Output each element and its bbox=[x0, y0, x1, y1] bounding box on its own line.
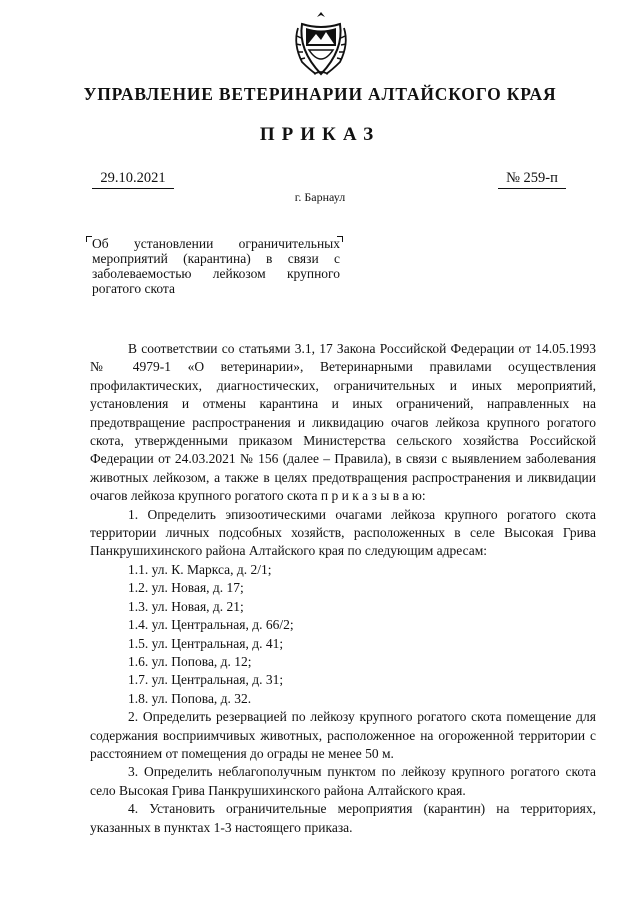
document-city: г. Барнаул bbox=[294, 190, 346, 204]
organization-title: УПРАВЛЕНИЕ ВЕТЕРИНАРИИ АЛТАЙСКОГО КРАЯ bbox=[83, 84, 557, 104]
coat-of-arms-emblem bbox=[292, 10, 350, 78]
address-item: 1.2. ул. Новая, д. 17; bbox=[128, 580, 244, 596]
document-number: № 259-п bbox=[498, 170, 566, 189]
address-item: 1.4. ул. Центральная, д. 66/2; bbox=[128, 617, 294, 633]
document-date: 29.10.2021 bbox=[92, 170, 174, 189]
address-item: 1.3. ул. Новая, д. 21; bbox=[128, 598, 244, 614]
address-list bbox=[90, 561, 596, 708]
item-1-paragraph: 1. Определить эпизоотическими очагами лейкоза крупного рогатого скота территории личных подсобных хозяйств, расположенных в селе Высокая Грива Панкрушихинского района Алтайского края по следующим адресам: bbox=[90, 506, 596, 559]
item-4-paragraph: 4. Установить ограничительные мероприятия (карантин) на территориях, указанных в пунктах 1-3 настоящего приказа. bbox=[90, 801, 596, 835]
document-subject: Об установлении ограничительных мероприятий (карантина) в связи с заболеваемостью лейкозом крупного рогатого скота bbox=[92, 236, 340, 296]
item-2-paragraph: 2. Определить резервацией по лейкозу крупного рогатого скота помещение для содержания восприимчивых животных, расположенное на огороженной территории с расстоянием от помещения до ограды не менее 50 м. bbox=[90, 709, 596, 761]
item-3-paragraph: 3. Определить неблагополучным пунктом по лейкозу крупного рогатого скота село Высокая Грива Панкрушихинского района Алтайского края. bbox=[90, 764, 596, 798]
preamble-paragraph: В соответствии со статьями 3.1, 17 Закона Российской Федерации от 14.05.1993 № 4979-1 «О ветеринарии», Ветеринарными правилами осуществления профилактических, диагностических, ограничительных и иных мероприятий, установления и отмены карантина и иных ограничений, направленных на предотвращение распространения и ликвидацию очагов лейкоза крупного рогатого скота, утвержденными приказом Министерства сельского хозяйства Российской Федерации от 24.03.2021 № 156 (далее – Правила), в связи с выявлением заболевания животных лейкозом, а также в целях предотвращения распространения и ликвидации очагов лейкоза крупного рогатого скота п р и к а з ы в а ю: bbox=[90, 341, 596, 504]
address-item: 1.1. ул. К. Маркса, д. 2/1; bbox=[128, 561, 272, 577]
document-body bbox=[90, 340, 596, 837]
address-item: 1.8. ул. Попова, д. 32. bbox=[128, 690, 252, 706]
address-item: 1.6. ул. Попова, д. 12; bbox=[128, 653, 252, 669]
document-type-title: ПРИКАЗ bbox=[259, 124, 381, 145]
address-item: 1.5. ул. Центральная, д. 41; bbox=[128, 635, 284, 651]
address-item: 1.7. ул. Центральная, д. 31; bbox=[128, 672, 284, 688]
